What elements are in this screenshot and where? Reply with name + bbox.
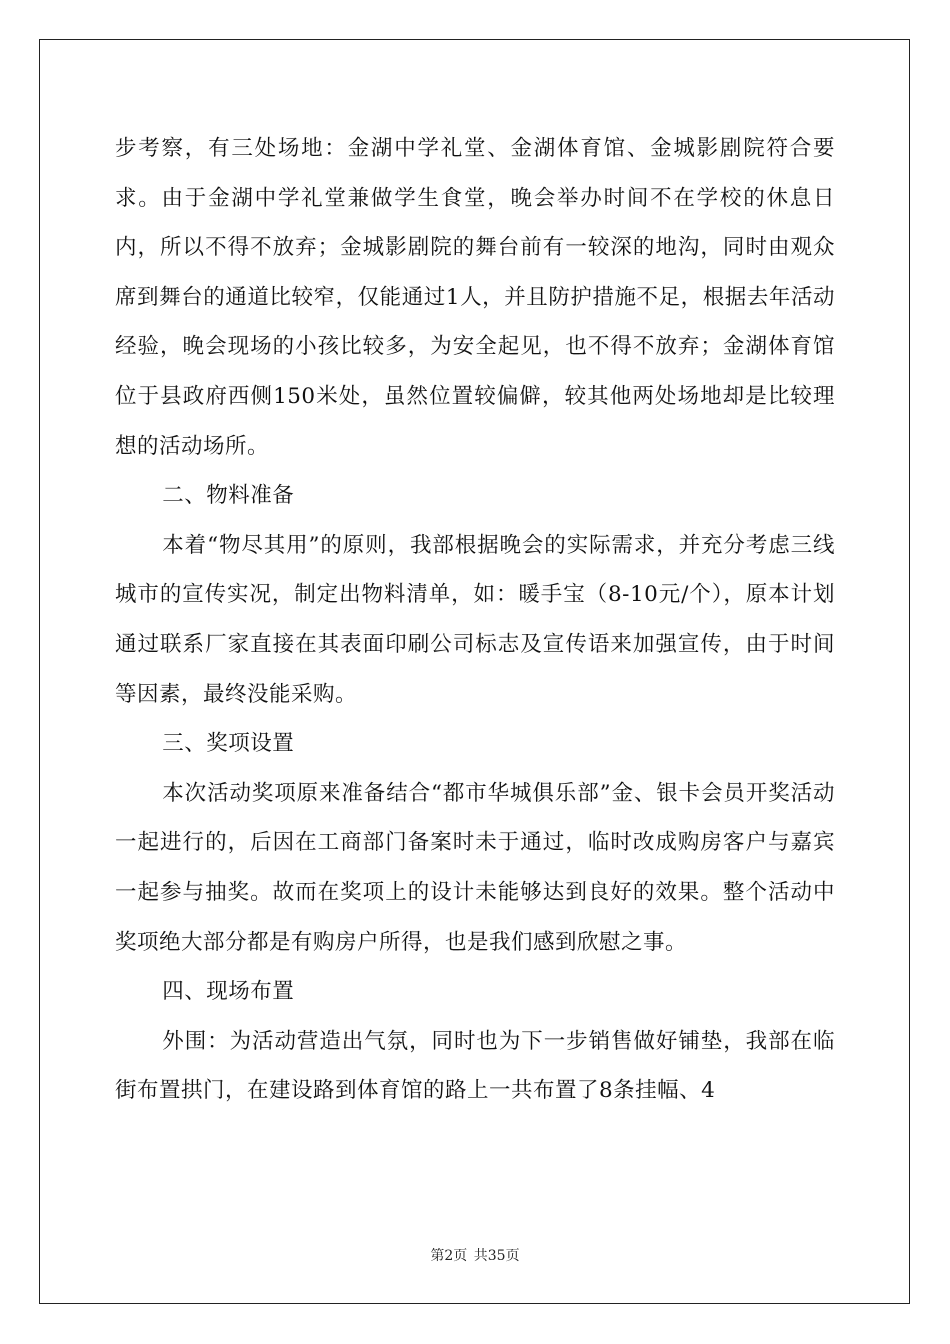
section-heading-materials: 二、物料准备 [162, 483, 295, 509]
section-heading-layout: 四、现场布置 [162, 979, 295, 1005]
document-body [115, 124, 835, 1116]
page-footer [0, 1245, 950, 1265]
paragraph-materials: 本着“物尽其用”的原则，我部根据晚会的实际需求，并充分考虑三线城市的宣传实况，制定出物料清单，如：暖手宝（8-10元/个），原本计划通过联系厂家直接在其表面印刷公司标志及宣传语来加强宣传，由于时间等因素，最终没能采购。 [115, 532, 835, 707]
paragraph-venue-continued: 步考察，有三处场地：金湖中学礼堂、金湖体育馆、金城影剧院符合要求。由于金湖中学礼堂兼做学生食堂，晚会举办时间不在学校的休息日内，所以不得不放弃；金城影剧院的舞台前有一较深的地沟，同时由观众席到舞台的通道比较窄，仅能通过1人，并且防护措施不足，根据去年活动经验，晚会现场的小孩比较多，为安全起见，也不得不放弃；金湖体育馆位于县政府西侧150米处，虽然位置较偏僻，较其他两处场地却是比较理想的活动场所。 [115, 136, 835, 459]
section-heading-awards: 三、奖项设置 [162, 731, 295, 757]
paragraph-awards: 本次活动奖项原来准备结合“都市华城俱乐部”金、银卡会员开奖活动一起进行的，后因在工商部门备案时未于通过，临时改成购房客户与嘉宾一起参与抽奖。故而在奖项上的设计未能够达到良好的效果。整个活动中奖项绝大部分都是有购房户所得，也是我们感到欣慰之事。 [115, 780, 835, 955]
page-total: 共35页 [473, 1248, 520, 1264]
paragraph-layout: 外围：为活动营造出气氛，同时也为下一步销售做好铺垫，我部在临街布置拱门，在建设路到体育馆的路上一共布置了8条挂幅、4 [115, 1028, 835, 1104]
page-number: 第2页 [430, 1248, 468, 1264]
